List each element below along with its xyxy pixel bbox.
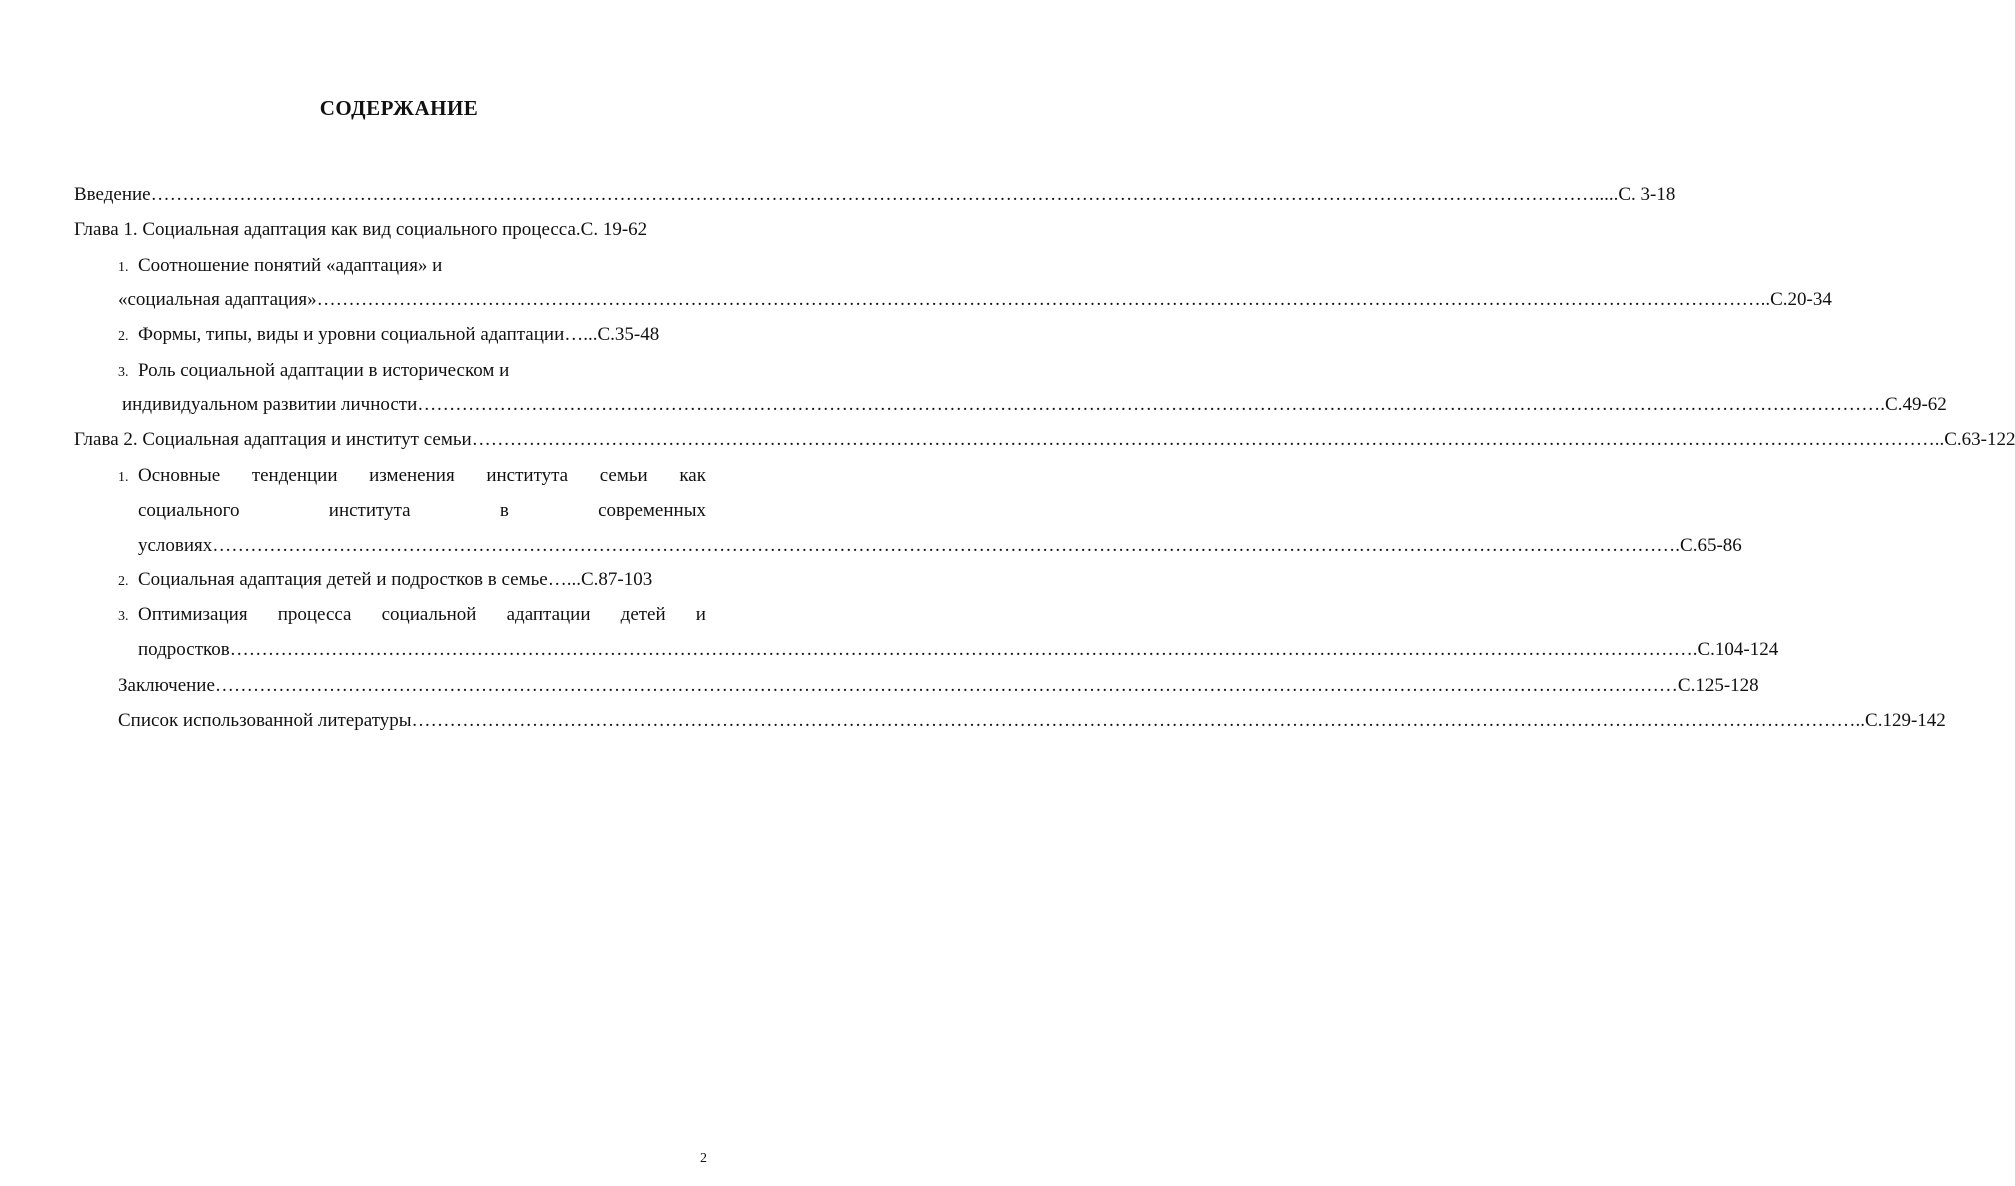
toc-item-number: 2. (118, 329, 129, 344)
toc-word: изменения (369, 465, 455, 486)
toc-item-number: 1. (118, 260, 129, 275)
toc-leader: ………………………………………………………………………………………………………………………………………………………………………………………………………… (212, 535, 1657, 556)
toc-leader: ………………………………………………………………………………………………………………………………………………………………………………………………………… (471, 429, 1916, 450)
toc-entry-2-1-line2 (138, 499, 706, 523)
toc-entry-text: Глава 2. Социальная адаптация и институт семьи (74, 429, 472, 450)
toc-word: института (328, 500, 411, 521)
toc-entry-text: Введение (74, 184, 151, 205)
toc-page-ref: ….С.49-62 (1861, 394, 1947, 415)
toc-entry-2-1-line3 (138, 534, 1742, 558)
toc-word: Основные (138, 465, 221, 486)
toc-leader: ………………………………………………………………………………………………………………………………………………………………………………………………………… (214, 675, 1659, 696)
toc-leader: ………………………………………………………………………………………………………………………………………………………………………………………………………… (150, 184, 1595, 205)
toc-word: детей (620, 604, 666, 625)
toc-entry-references (118, 709, 1946, 733)
toc-entry-1-2 (118, 323, 704, 349)
page-number: 2 (700, 1151, 707, 1166)
toc-page-ref: …..С.63-122 (1915, 429, 2015, 450)
toc-entry-1-3-line2 (122, 393, 1947, 417)
toc-entry-2-2 (118, 568, 706, 594)
toc-page-ref: …С.125-128 (1658, 675, 1759, 696)
toc-word: как (679, 465, 706, 486)
toc-entry-2-3-line2 (138, 638, 1779, 662)
toc-page-ref: ..С.129-142 (1855, 710, 1946, 731)
toc-leader: ………………………………………………………………………………………………………………………………………………………………………………………………………… (229, 639, 1674, 660)
toc-entry-text: Глава 1. Социальная адаптация как вид социального процесса (74, 219, 576, 240)
toc-entry-chapter-2 (74, 428, 2015, 452)
toc-word: в (499, 500, 509, 521)
toc-page-ref: ..С.20-34 (1760, 289, 1832, 310)
toc-entry-conclusion (118, 674, 1759, 698)
toc-entry-1-1-line2 (118, 288, 1832, 312)
toc-leader: ………………………………………………………………………………………………………………………………………………………………………………………………………… (316, 289, 1761, 310)
toc-page-ref: …...С.35-48 (564, 324, 660, 345)
toc-entry-text: «социальная адаптация» (118, 289, 317, 310)
toc-word: и (695, 604, 706, 625)
toc-entry-text: Социальная адаптация детей и подростков в семье (138, 569, 548, 590)
toc-entry-text: индивидуальном развитии личности (122, 394, 418, 415)
toc-word: института (486, 465, 569, 486)
toc-word: социальной (381, 604, 477, 625)
toc-leader: ………………………………………………………………………………………………………………………………………………………………………………………………………… (411, 710, 1856, 731)
toc-word: адаптации (506, 604, 591, 625)
page-title: СОДЕРЖАНИЕ (319, 96, 479, 120)
toc-word: тенденции (251, 465, 338, 486)
toc-entry-intro (74, 183, 1676, 207)
toc-word: семьи (599, 465, 648, 486)
toc-entry-2-1-line1 (118, 464, 706, 490)
toc-item-number: 2. (118, 574, 129, 589)
toc-item-number: 1. (118, 470, 129, 485)
toc-item-number: 3. (118, 365, 129, 380)
toc-page-ref: .....С. 3-18 (1594, 184, 1676, 205)
toc-entry-text: Формы, типы, виды и уровни социальной адаптации (138, 324, 565, 345)
toc-page-ref: …...С.87-103 (547, 569, 653, 590)
toc-entry-text: Роль социальной адаптации в историческом и (138, 360, 510, 381)
toc-entry-chapter-1 (74, 218, 704, 242)
toc-entry-1-3-line1 (118, 359, 702, 385)
toc-entry-1-1-line1 (118, 254, 702, 280)
toc-entry-text: Список использованной литературы (118, 710, 412, 731)
toc-word: Оптимизация (138, 604, 248, 625)
toc-page-ref: .С. 19-62 (575, 219, 648, 240)
toc-entry-text: условиях (138, 535, 213, 556)
toc-entry-text: подростков (138, 639, 230, 660)
toc-page-ref: ….С.104-124 (1673, 639, 1779, 660)
toc-entry-text: Соотношение понятий «адаптация» и (138, 255, 443, 276)
toc-entry-text: Заключение (118, 675, 215, 696)
toc-entry-2-3-line1 (118, 603, 706, 629)
toc-word: современных (598, 500, 706, 521)
toc-leader: ………………………………………………………………………………………………………………………………………………………………………………………………………… (417, 394, 1862, 415)
toc-page-ref: ….С.65-86 (1656, 535, 1742, 556)
toc-word: социального (138, 500, 240, 521)
toc-word: процесса (277, 604, 352, 625)
toc-item-number: 3. (118, 609, 129, 624)
